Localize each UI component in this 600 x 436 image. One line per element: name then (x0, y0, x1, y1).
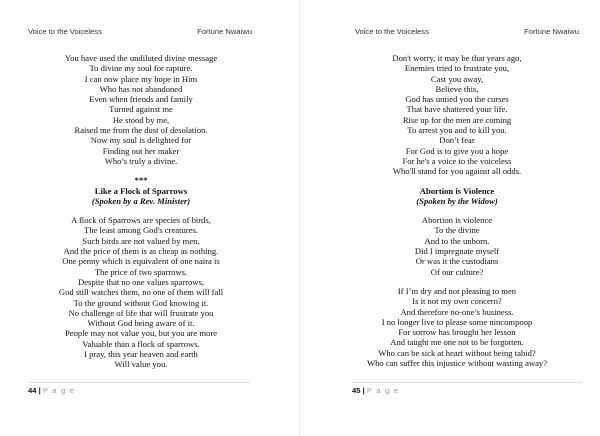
poem-subtitle: (Spoken by a Rev. Minister) (91, 195, 191, 206)
author-name: Fortune Nwaiwu (524, 27, 579, 36)
right-page (300, 0, 600, 436)
poem-line: To divine my soul for rapture. (89, 63, 193, 74)
poem-line: Who’s truly a divine. (104, 155, 178, 166)
poem-line: Who has not abandoned (99, 83, 183, 94)
poem-subtitle: (Spoken by the Widow) (416, 195, 498, 206)
page-number: 45 (352, 386, 361, 395)
poem-line: Abortion is violence (421, 215, 493, 226)
poem-title: Like a Flock of Sparrows (94, 185, 188, 196)
poem-line: No challenge of life that will frustrate you (68, 307, 214, 318)
poem-line: That have shattered your life. (406, 104, 508, 115)
poem-line: Will value you. (114, 359, 168, 370)
poem-line: Finding out her maker (102, 145, 180, 156)
poem-line: Rise up for the men are coming (402, 114, 512, 125)
poem-line: To the ground without God knowing it. (73, 297, 209, 308)
poem-line: Who can be sick at heart without being tabid? (378, 347, 536, 358)
poem-line: People may not value you, but you are more (64, 328, 218, 339)
poem-line: Enemies tried to frustrate you, (404, 63, 510, 74)
poem-line: For sorrow has brought her lesson (398, 327, 516, 338)
poem-line: To the divine (434, 225, 480, 236)
poem-line: If I’m dry and not pleasing to men (397, 285, 517, 296)
poem-line: Did I impregnate myself (414, 246, 500, 257)
page-number: 44 (28, 386, 37, 395)
poem-title: Abortion is Violence (419, 185, 495, 196)
poem-line: Don’t fear (439, 135, 475, 146)
poem-line: Without God being aware of it. (87, 318, 195, 329)
stanza (336, 215, 578, 277)
poem-line: Now my soul is delighted for (90, 135, 192, 146)
running-header (355, 27, 579, 36)
poem-line: You have used the undiluted divine message (64, 53, 218, 63)
poem-line: Turned against me (109, 104, 173, 115)
poem-line: I pray, this year heaven and earth (84, 349, 198, 360)
poem-line: I no longer live to please some nincompoop (381, 316, 533, 327)
poem-line: And the price of them is as cheap as nothing. (63, 246, 219, 257)
book-title: Voice to the Voiceless (28, 27, 102, 36)
poem-line: Despite that no one values sparrows, (77, 276, 204, 287)
stanza (336, 53, 578, 177)
poem-line: And therefore no-one’s business. (400, 306, 514, 317)
poem-line: Of our culture? (430, 266, 484, 277)
poem-text (336, 53, 578, 368)
section-separator: *** (134, 175, 148, 186)
author-name: Fortune Nwaiwu (197, 27, 252, 36)
poem-line: Valuable than a flock of sparrows. (82, 338, 200, 349)
poem-line: Don't worry, it may be that years ago, (392, 53, 522, 63)
poem-line: Or was it the custodians (415, 256, 499, 267)
poem-line: To arrest you and to kill you. (407, 125, 507, 136)
poem-line: Who'll stand for you against all odds. (392, 166, 522, 177)
poem-line: And taught me one not to be forgotten. (390, 337, 524, 348)
poem-line: Raised me from the dust of desolation. (74, 125, 208, 136)
poem-line: I can now place my hope in Him (84, 73, 198, 84)
poem-text (20, 53, 262, 370)
poem-line: The price of two sparrows. (94, 266, 188, 277)
poem-line: God still watches them, no one of them will fall (58, 287, 224, 298)
page-footer-right (352, 382, 582, 400)
page-label: P a g e (42, 386, 76, 395)
poem-line: Such birds are not valued by men, (82, 235, 200, 246)
poem-line: Even when friends and family (89, 94, 193, 105)
poem-line: For God is to give you a hope (405, 145, 509, 156)
poem-line: Believe this, (435, 83, 479, 94)
poem-line: One penny which is equivalent of one naira is (62, 256, 220, 267)
footer-separator: | (362, 386, 365, 395)
book-title: Voice to the Voiceless (355, 27, 429, 36)
footer-separator: | (38, 386, 41, 395)
stanza (20, 53, 262, 166)
poem-line: Is it not my own concern? (412, 296, 502, 307)
running-header (28, 27, 252, 36)
page-label: P a g e (366, 386, 400, 395)
stanza (336, 286, 578, 368)
stanza (20, 215, 262, 369)
page-footer-left (28, 382, 250, 400)
poem-line: Cast you away, (430, 73, 484, 84)
poem-line: The least among God's creatures. (84, 225, 198, 236)
poem-line: For he's a voice to the voiceless (402, 155, 512, 166)
poem-line: God has untied you the curses (405, 94, 509, 105)
poem-line: He stood by me, (112, 114, 170, 125)
poem-line: And to the unborn. (424, 235, 490, 246)
poem-line: Who can suffer this injustice without wasting away? (366, 358, 548, 369)
poem-line: A flock of Sparrows are species of birds, (71, 215, 211, 226)
